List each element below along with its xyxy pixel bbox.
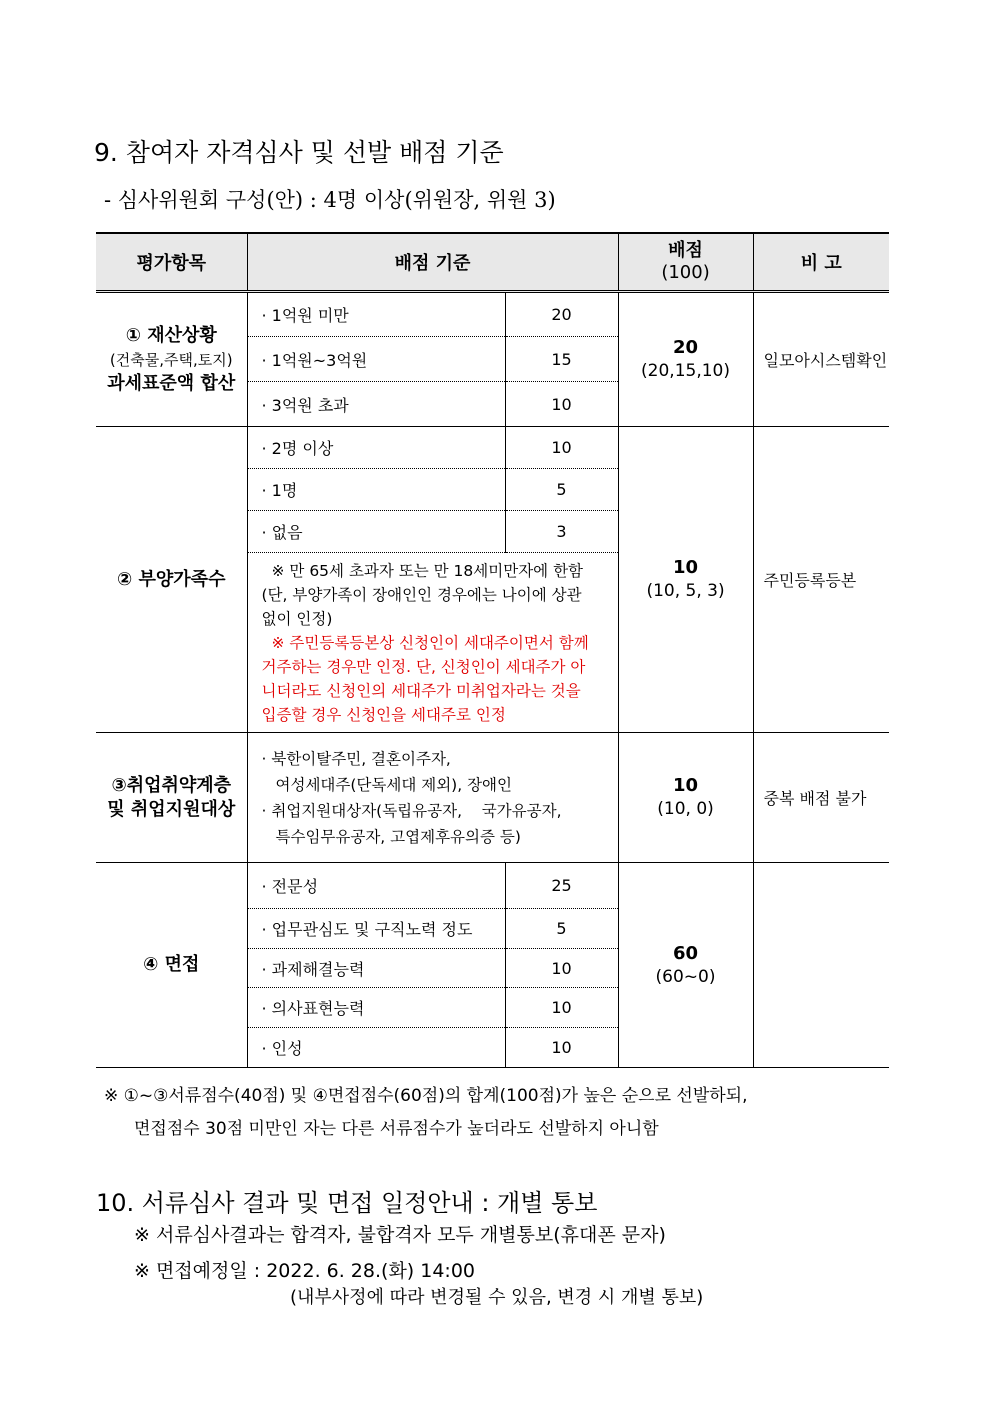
item-property (96, 292, 247, 427)
note-line: 없이 인정) (261, 609, 333, 628)
criteria-label: · 없음 (247, 511, 505, 553)
note-line-red: 니더라도 신청인의 세대주가 미취업자라는 것을 (261, 681, 581, 700)
points-sub: (10, 0) (657, 799, 714, 819)
header-score (618, 233, 753, 292)
table-header-row (96, 233, 889, 292)
points-main: 10 (672, 557, 699, 578)
points-main: 10 (672, 775, 699, 796)
criteria-score: 20 (505, 292, 618, 337)
criteria-line: 여성세대주(단독세대 제외), 장애인 (275, 775, 512, 794)
remark-property: 일모아시스템확인 (753, 292, 889, 427)
points-sub: (60~0) (655, 966, 716, 987)
item-vulnerable-line1: ③취업취약계층 (111, 774, 232, 796)
table-row (96, 863, 889, 909)
points-interview (618, 863, 753, 1068)
item-interview: ④ 면접 (96, 863, 247, 1068)
criteria-label: · 1억원~3억원 (247, 337, 505, 382)
criteria-label: · 업무관심도 및 구직노력 정도 (247, 909, 505, 949)
remark-vulnerable: 중복 배점 불가 (753, 733, 889, 863)
table-row (96, 733, 889, 863)
criteria-score: 15 (505, 337, 618, 382)
remark-dependents: 주민등록등본 (753, 427, 889, 733)
criteria-line: · 취업지원대상자(독립유공자, 국가유공자, (261, 801, 562, 820)
section9-subtitle: - 심사위원회 구성(안) : 4명 이상(위원장, 위원 3) (104, 188, 556, 212)
criteria-label: · 2명 이상 (247, 427, 505, 469)
item-property-line2: (건축물,주택,토지) (109, 350, 233, 369)
criteria-label: · 1명 (247, 469, 505, 511)
criteria-score: 5 (505, 469, 618, 511)
table-row (96, 292, 889, 337)
points-sub: (10, 5, 3) (646, 581, 725, 601)
table-row (96, 427, 889, 469)
criteria-score: 10 (505, 988, 618, 1028)
header-score-line2: (100) (661, 262, 710, 283)
criteria-score: 10 (505, 382, 618, 427)
criteria-score: 10 (505, 427, 618, 469)
section9-title: 9. 참여자 자격심사 및 선발 배점 기준 (94, 138, 504, 167)
note-line-red: ※ 주민등록등본상 신청인이 세대주이면서 함께 (271, 633, 589, 652)
remark-interview (753, 863, 889, 1068)
scoring-table (96, 232, 889, 1068)
points-property (618, 292, 753, 427)
criteria-label: · 의사표현능력 (247, 988, 505, 1028)
points-dependents (618, 427, 753, 733)
criteria-label: · 1억원 미만 (247, 292, 505, 337)
criteria-score: 5 (505, 909, 618, 949)
footnote-line2: 면접점수 30점 미만인 자는 다른 서류점수가 높더라도 선발하지 아니함 (134, 1119, 659, 1139)
criteria-label: · 과제해결능력 (247, 949, 505, 988)
header-score-line1: 배점 (668, 240, 703, 261)
criteria-score: 10 (505, 949, 618, 988)
section10-bullet2: ※ 면접예정일 : 2022. 6. 28.(화) 14:00 (134, 1260, 476, 1282)
criteria-score: 3 (505, 511, 618, 553)
points-main: 60 (672, 942, 699, 964)
section10-title: 10. 서류심사 결과 및 면접 일정안내 : 개별 통보 (96, 1189, 598, 1217)
criteria-label: · 3억원 초과 (247, 382, 505, 427)
criteria-score: 10 (505, 1028, 618, 1068)
vulnerable-criteria (247, 733, 618, 863)
item-vulnerable-line2: 및 취업지원대상 (107, 798, 236, 820)
section10-bullet1: ※ 서류심사결과는 합격자, 불합격자 모두 개별통보(휴대폰 문자) (134, 1224, 666, 1246)
points-main: 20 (672, 337, 699, 358)
criteria-label: · 인성 (247, 1028, 505, 1068)
item-dependents: ② 부양가족수 (96, 427, 247, 733)
note-line: (단, 부양가족이 장애인인 경우에는 나이에 상관 (261, 585, 582, 604)
item-property-line3: 과세표준액 합산 (107, 372, 236, 394)
criteria-line: 특수임무유공자, 고엽제후유의증 등) (275, 827, 521, 846)
note-line: ※ 만 65세 초과자 또는 만 18세미만자에 한함 (271, 561, 584, 580)
criteria-label: · 전문성 (247, 863, 505, 909)
header-remarks: 비 고 (753, 233, 889, 292)
item-vulnerable (96, 733, 247, 863)
dependents-note (247, 553, 618, 733)
header-item: 평가항목 (96, 233, 247, 292)
footnote-line1: ※ ①~③서류점수(40점) 및 ④면접점수(60점)의 합계(100점)가 높은 순으로 선발하되, (104, 1086, 748, 1106)
item-property-line1: ① 재산상황 (125, 324, 217, 346)
header-criteria: 배점 기준 (247, 233, 618, 292)
points-vulnerable (618, 733, 753, 863)
points-sub: (20,15,10) (641, 361, 730, 381)
criteria-line: · 북한이탈주민, 결혼이주자, (261, 749, 451, 768)
section10-bullet3: (내부사정에 따라 변경될 수 있음, 변경 시 개별 통보) (290, 1287, 704, 1308)
note-line-red: 거주하는 경우만 인정. 단, 신청인이 세대주가 아 (261, 657, 586, 676)
criteria-score: 25 (505, 863, 618, 909)
note-line-red: 입증할 경우 신청인을 세대주로 인정 (261, 705, 506, 724)
